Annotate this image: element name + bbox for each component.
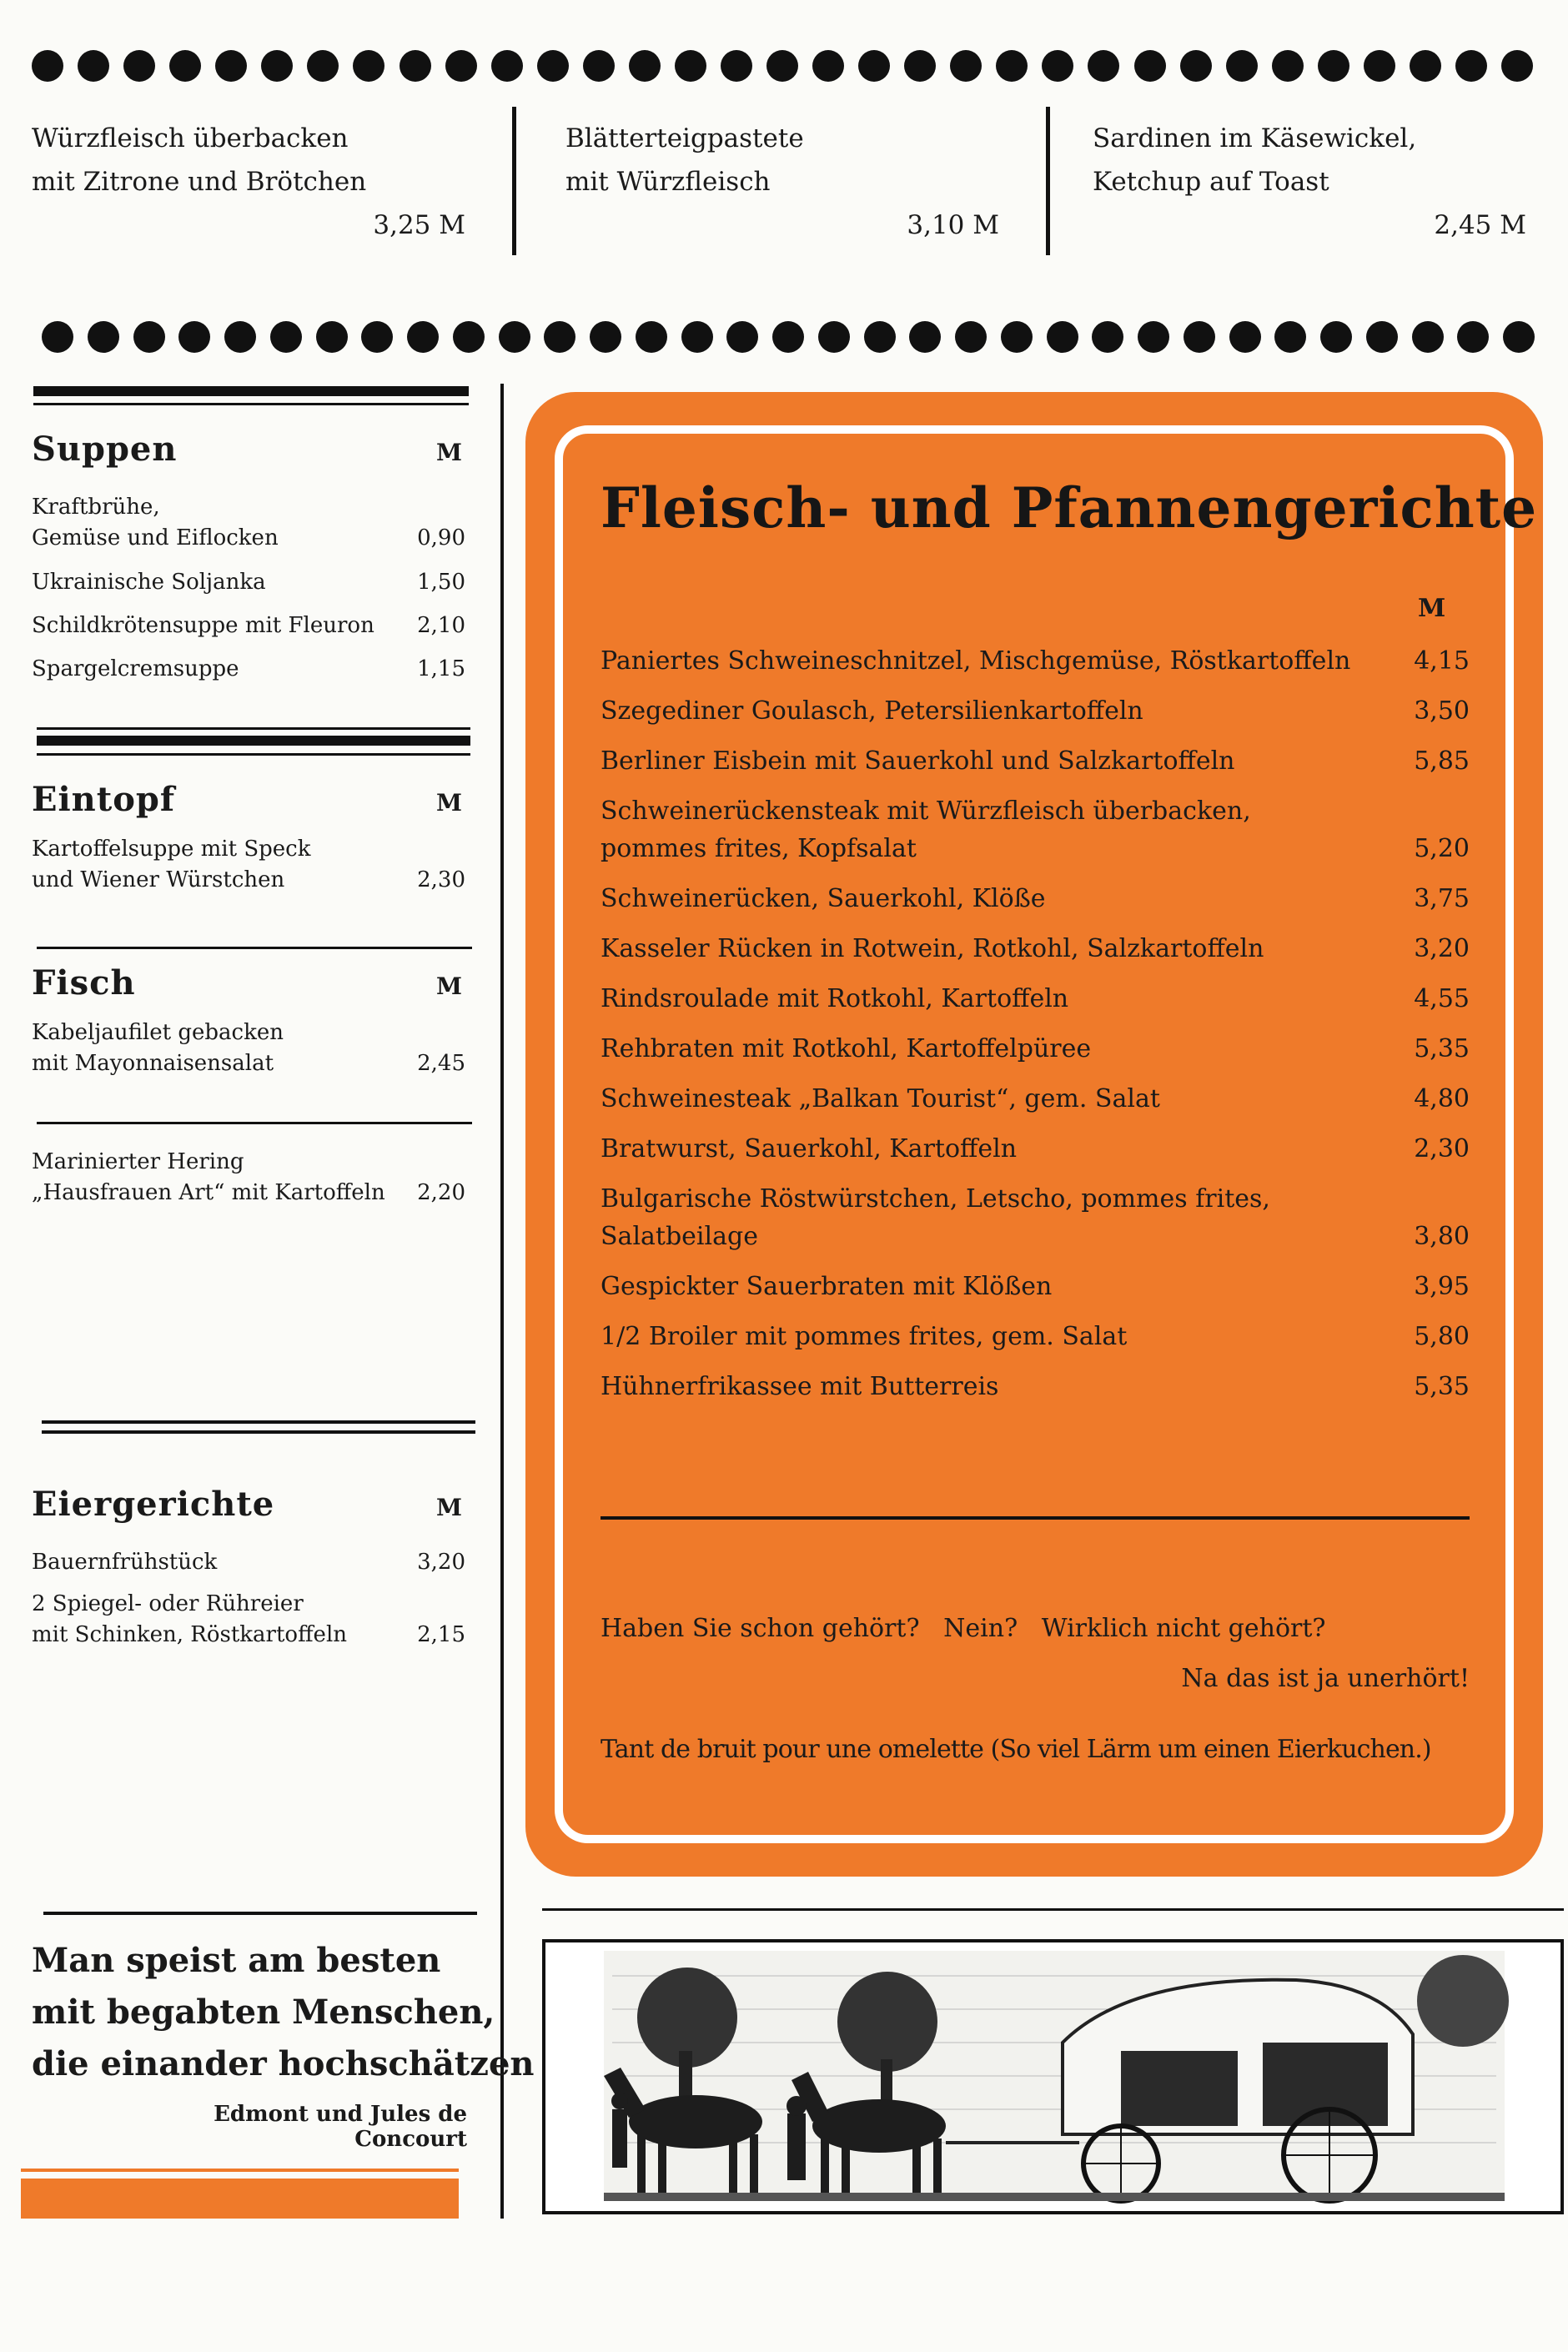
item-price: 4,55: [1414, 984, 1470, 1013]
dot: [726, 321, 758, 353]
menu-item: [601, 1368, 1470, 1405]
dot: [681, 321, 713, 353]
item-name: Bratwurst, Sauerkohl, Kartoffeln: [601, 1134, 1018, 1163]
dot: [88, 321, 119, 353]
special-3: [1093, 117, 1526, 247]
joke-line-3: Tant de bruit pour une omelette (So viel Lärm um einen Eierkuchen.): [601, 1735, 1431, 1764]
menu-item: [601, 880, 1470, 917]
item-name: Berliner Eisbein mit Sauerkohl und Salzkartoffeln: [601, 746, 1235, 776]
quote-rule: [43, 1912, 477, 1915]
special-3-line2: Ketchup auf Toast: [1093, 167, 1329, 197]
dot: [1138, 321, 1169, 353]
dot: [445, 50, 477, 82]
suppen-rule-thick: [33, 386, 469, 396]
item-name: Schweinesteak „Balkan Tourist“, gem. Salat: [601, 1084, 1160, 1113]
quote-line-2: mit begabten Menschen,: [32, 1993, 495, 2032]
menu-item: [601, 792, 1470, 867]
item-price: 5,20: [1414, 834, 1470, 863]
item-name-2: Gemüse und Eiflocken: [32, 525, 279, 550]
carriage-engraving-svg: [545, 1942, 1560, 2211]
special-1-line2: mit Zitrone und Brötchen: [32, 167, 367, 197]
dot: [1184, 321, 1215, 353]
item-name-2: mit Schinken, Röstkartoffeln: [32, 1622, 348, 1647]
item-price: 2,20: [417, 1180, 465, 1205]
dot: [590, 321, 621, 353]
dot: [42, 321, 73, 353]
dot: [1364, 50, 1395, 82]
special-2-price: 3,10 M: [907, 210, 999, 240]
fisch-currency: M: [436, 972, 462, 1000]
menu-item: [601, 1130, 1470, 1168]
dot: [1455, 50, 1487, 82]
menu-item: [601, 1318, 1470, 1355]
special-divider-1: [512, 107, 516, 255]
item-name: Schildkrötensuppe mit Fleuron: [32, 613, 374, 638]
dot: [537, 50, 569, 82]
item-name-2: mit Mayonnaisensalat: [32, 1051, 274, 1076]
special-2-line1: Blätterteigpastete: [565, 123, 804, 153]
dot: [1001, 321, 1033, 353]
menu-item: [601, 1180, 1470, 1255]
dot: [1501, 50, 1533, 82]
fisch-title: Fisch: [32, 963, 136, 1003]
dot: [270, 321, 302, 353]
item-name: Rehbraten mit Rotkohl, Kartoffelpüree: [601, 1034, 1092, 1063]
eier-title: Eiergerichte: [32, 1485, 275, 1524]
dot: [1226, 50, 1258, 82]
dot: [361, 321, 393, 353]
dot: [996, 50, 1028, 82]
menu-item: [601, 980, 1470, 1018]
menu-item: [601, 1080, 1470, 1118]
item-name: Spargelcremsuppe: [32, 656, 239, 681]
item-name-2: pommes frites, Kopfsalat: [601, 834, 917, 863]
item-name: Ukrainische Soljanka: [32, 570, 266, 595]
item-price: 1,50: [417, 570, 465, 595]
eier-rule-bottom: [42, 1430, 475, 1434]
dot: [864, 321, 896, 353]
item-price: 3,80: [1414, 1222, 1470, 1251]
suppen-currency: M: [436, 439, 462, 466]
item-price: 2,30: [417, 867, 465, 892]
special-3-line1: Sardinen im Käsewickel,: [1093, 123, 1417, 153]
engraving-top-rule: [542, 1908, 1564, 1911]
dot: [1366, 321, 1398, 353]
joke-line-1: Haben Sie schon gehört? Nein? Wirklich nicht gehört?: [601, 1614, 1326, 1643]
item-price: 0,90: [417, 525, 465, 550]
item-name: Kabeljaufilet gebacken: [32, 1020, 284, 1045]
menu-item: [32, 1589, 465, 1651]
dot: [491, 50, 523, 82]
dot: [307, 50, 339, 82]
menu-item: [32, 611, 465, 641]
dot: [1134, 50, 1166, 82]
fisch-header: [32, 963, 465, 1003]
dot: [169, 50, 201, 82]
dot: [766, 50, 798, 82]
special-1: [32, 117, 465, 247]
item-name: 1/2 Broiler mit pommes frites, gem. Salat: [601, 1322, 1128, 1351]
dot: [1272, 50, 1304, 82]
dot-row-top: [32, 50, 1533, 85]
dot: [1410, 50, 1441, 82]
dot: [1274, 321, 1306, 353]
eier-rule-top: [42, 1420, 475, 1424]
carriage-engraving: [542, 1939, 1564, 2214]
orange-divider: [601, 1516, 1470, 1520]
eintopf-currency: M: [436, 789, 462, 817]
menu-item: [601, 642, 1470, 680]
dot: [629, 50, 661, 82]
dot: [955, 321, 987, 353]
menu-item: [32, 567, 465, 598]
dot: [675, 50, 706, 82]
item-price: 3,95: [1414, 1272, 1470, 1301]
eintopf-rule-thin-bottom: [37, 753, 470, 756]
dot: [32, 50, 63, 82]
item-name: Paniertes Schweineschnitzel, Mischgemüse, Röstkartoffeln: [601, 646, 1351, 676]
item-price: 3,75: [1414, 884, 1470, 913]
dot: [858, 50, 890, 82]
item-name: Bauernfrühstück: [32, 1550, 218, 1575]
eier-currency: M: [436, 1494, 462, 1521]
menu-item: [32, 1018, 465, 1079]
item-name: Schweinerückensteak mit Würzfleisch überbacken,: [601, 797, 1251, 826]
column-divider: [500, 384, 504, 2219]
dot: [316, 321, 348, 353]
suppen-header: [32, 430, 465, 469]
quote-line-3: die einander hochschätzen: [32, 2044, 535, 2083]
dot: [1320, 321, 1352, 353]
dot: [721, 50, 752, 82]
dot: [1088, 50, 1119, 82]
menu-item: [601, 742, 1470, 780]
item-name: 2 Spiegel- oder Rühreier: [32, 1591, 304, 1616]
item-name-2: und Wiener Würstchen: [32, 867, 285, 892]
fisch-rule: [37, 947, 472, 949]
suppen-title: Suppen: [32, 430, 178, 469]
item-price: 2,45: [417, 1051, 465, 1076]
menu-item: [32, 654, 465, 685]
dot: [818, 321, 850, 353]
dot: [1047, 321, 1078, 353]
dot: [1503, 321, 1535, 353]
item-name-2: „Hausfrauen Art“ mit Kartoffeln: [32, 1180, 385, 1205]
item-name: Szegediner Goulasch, Petersilienkartoffeln: [601, 696, 1143, 726]
menu-item: [601, 930, 1470, 967]
item-name: Schweinerücken, Sauerkohl, Klöße: [601, 884, 1046, 913]
dot: [133, 321, 165, 353]
dot: [772, 321, 804, 353]
special-divider-2: [1046, 107, 1050, 255]
fleisch-title: Fleisch- und Pfannengerichte: [601, 475, 1538, 540]
item-name: Marinierter Hering: [32, 1149, 244, 1174]
dot: [215, 50, 247, 82]
item-name-2: Salatbeilage: [601, 1222, 758, 1251]
menu-item: [601, 692, 1470, 730]
dot: [583, 50, 615, 82]
item-name: Kartoffelsuppe mit Speck: [32, 837, 311, 862]
menu-item: [601, 1030, 1470, 1068]
eintopf-rule-thick: [37, 736, 470, 746]
item-price: 3,20: [417, 1550, 465, 1575]
item-price: 3,50: [1414, 696, 1470, 726]
dot: [178, 321, 210, 353]
menu-item: [601, 1268, 1470, 1305]
item-name: Bulgarische Röstwürstchen, Letscho, pommes frites,: [601, 1184, 1270, 1214]
dot: [1229, 321, 1261, 353]
eintopf-rule-thin-top: [37, 727, 470, 730]
eintopf-title: Eintopf: [32, 780, 176, 819]
dot: [1457, 321, 1489, 353]
dot-row-middle: [42, 321, 1535, 356]
dot: [78, 50, 109, 82]
dot: [909, 321, 941, 353]
special-2-line2: mit Würzfleisch: [565, 167, 771, 197]
menu-item: [32, 1147, 465, 1209]
fleisch-currency: M: [1418, 594, 1446, 623]
dot: [499, 321, 530, 353]
dot: [453, 321, 485, 353]
joke-line-2: Na das ist ja unerhört!: [1181, 1664, 1470, 1693]
special-3-price: 2,45 M: [1434, 210, 1526, 240]
eier-header: [32, 1485, 465, 1524]
item-name: Kraftbrühe,: [32, 495, 160, 520]
dot: [544, 321, 575, 353]
dot: [261, 50, 293, 82]
menu-item: [32, 492, 465, 554]
dot: [400, 50, 431, 82]
item-price: 5,35: [1414, 1034, 1470, 1063]
menu-item: [32, 1547, 465, 1578]
dot: [636, 321, 667, 353]
item-price: 2,30: [1414, 1134, 1470, 1163]
orange-rule-thin: [21, 2169, 459, 2172]
dot: [1042, 50, 1073, 82]
special-1-line1: Würzfleisch überbacken: [32, 123, 349, 153]
dot: [1412, 321, 1444, 353]
dot: [353, 50, 384, 82]
dot: [123, 50, 155, 82]
dot: [1092, 321, 1123, 353]
item-name: Kasseler Rücken in Rotwein, Rotkohl, Salzkartoffeln: [601, 934, 1264, 963]
eintopf-header: [32, 780, 465, 819]
dot: [1180, 50, 1212, 82]
item-price: 5,85: [1414, 746, 1470, 776]
quote-author: Edmont und Jules de Concourt: [214, 2102, 467, 2152]
dot: [1318, 50, 1349, 82]
item-name: Rindsroulade mit Rotkohl, Kartoffeln: [601, 984, 1069, 1013]
fisch-inner-rule: [37, 1122, 472, 1124]
special-2: [565, 117, 999, 247]
item-price: 3,20: [1414, 934, 1470, 963]
item-price: 2,15: [417, 1622, 465, 1647]
item-name: Gespickter Sauerbraten mit Klößen: [601, 1272, 1053, 1301]
item-name: Hühnerfrikassee mit Butterreis: [601, 1372, 999, 1401]
item-price: 5,35: [1414, 1372, 1470, 1401]
item-price: 4,15: [1414, 646, 1470, 676]
menu-item: [32, 834, 465, 896]
dot: [407, 321, 439, 353]
item-price: 1,15: [417, 656, 465, 681]
item-price: 2,10: [417, 613, 465, 638]
item-price: 5,80: [1414, 1322, 1470, 1351]
quote-line-1: Man speist am besten: [32, 1941, 441, 1980]
suppen-rule-thin: [33, 403, 469, 405]
dot: [950, 50, 982, 82]
orange-bar: [21, 2179, 459, 2219]
dot: [904, 50, 936, 82]
special-1-price: 3,25 M: [373, 210, 465, 240]
item-price: 4,80: [1414, 1084, 1470, 1113]
dot: [812, 50, 844, 82]
dot: [224, 321, 256, 353]
